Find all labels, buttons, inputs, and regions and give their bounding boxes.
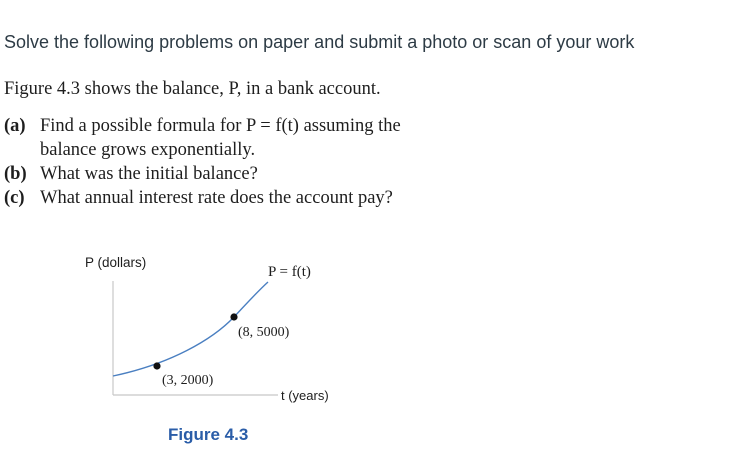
- problem-a-text: Find a possible formula for P = f(t) assuming the: [40, 116, 401, 136]
- problem-b-text: What was the initial balance?: [40, 164, 258, 184]
- problem-intro: Figure 4.3 shows the balance, P, in a bank account.: [4, 79, 381, 99]
- x-axis-label: t (years): [281, 388, 329, 403]
- point-3-2000: [153, 362, 160, 369]
- problem-b-label: (b): [4, 164, 27, 184]
- problem-a-label: (a): [4, 116, 26, 136]
- figure-caption: Figure 4.3: [168, 425, 249, 444]
- problem-c-label: (c): [4, 188, 25, 208]
- y-axis-label: P (dollars): [85, 255, 147, 270]
- problem-c-text: What annual interest rate does the account pay?: [40, 188, 393, 208]
- instruction-text: Solve the following problems on paper and submit a photo or scan of your work: [4, 32, 635, 52]
- point-8-5000: [230, 313, 237, 320]
- point-label-3-2000: (3, 2000): [162, 373, 214, 388]
- curve-label: P = f(t): [268, 264, 311, 280]
- problem-a-continuation: balance grows exponentially.: [40, 140, 256, 160]
- point-label-8-5000: (8, 5000): [238, 325, 290, 340]
